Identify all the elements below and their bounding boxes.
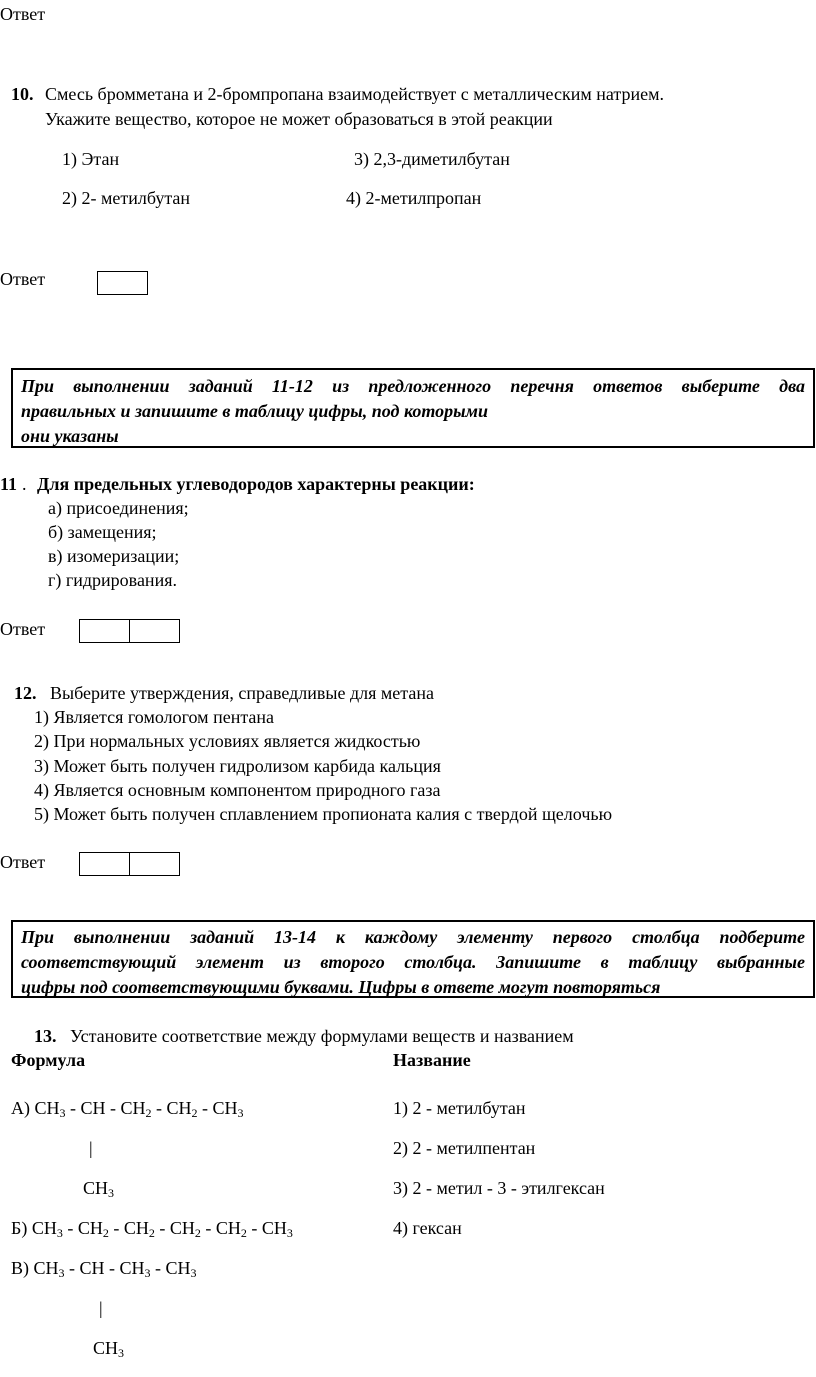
q10-option-3: 3) 2,3-диметилбутан (354, 149, 510, 169)
notice1-line2: правильных и запишите в таблицу цифры, под которыми (21, 401, 488, 421)
q10-answer-box[interactable] (97, 271, 148, 295)
q13-formula-b: Б) $CH_3 - CH_2 - CH_2 - CH_2 - CH_2 - CH_3$ (11, 1218, 293, 1240)
q12-answer-label: Ответ (0, 852, 46, 872)
q11-option-v: в) изомеризации; (48, 546, 180, 566)
q13-branch-bar-a: | (89, 1138, 93, 1158)
notice1-line1: При выполнении заданий 11-12 из предложенного перечня ответов выберите два (21, 376, 805, 396)
q13-branch-c: $CH_3$ (93, 1338, 125, 1360)
q10-option-2: 2) 2- метилбутан (62, 188, 191, 208)
q13-name-4: 4) гексан (393, 1218, 462, 1238)
answer-label-top: Ответ (0, 4, 46, 24)
q10-number: 10. (11, 84, 34, 104)
q12-answer-cell-2[interactable] (130, 853, 179, 875)
instruction-box-13-14 (11, 920, 815, 998)
q10-line2: Укажите вещество, которое не может образоваться в этой реакции (45, 109, 553, 129)
q13-branch-bar-c: | (99, 1298, 103, 1318)
q10-line1: Смесь бромметана и 2-бромпропана взаимодействует с металлическим натрием. (45, 84, 664, 104)
q12-option-1: 1) Является гомологом пентана (34, 707, 275, 727)
q13-name-2: 2) 2 - метилпентан (393, 1138, 536, 1158)
q12-number: 12. (14, 683, 37, 703)
q12-option-3: 3) Может быть получен гидролизом карбида кальция (34, 756, 441, 776)
q11-answer-cell-1[interactable] (80, 620, 130, 642)
q10-option-1: 1) Этан (62, 149, 120, 169)
q12-option-5: 5) Может быть получен сплавлением пропионата калия с твердой щелочью (34, 804, 613, 824)
q11-option-g: г) гидрирования. (48, 570, 177, 590)
q12-option-2: 2) При нормальных условиях является жидкостью (34, 731, 421, 751)
q11-answer-label: Ответ (0, 619, 46, 639)
q11-answer-box (79, 619, 180, 643)
q11-option-a: а) присоединения; (48, 498, 189, 518)
q10-answer-label: Ответ (0, 269, 46, 289)
q11-option-b: б) замещения; (48, 522, 157, 542)
q13-name-3: 3) 2 - метил - 3 - этилгексан (393, 1178, 605, 1198)
q12-answer-box (79, 852, 180, 876)
q11-answer-cell-2[interactable] (130, 620, 179, 642)
q13-branch-a: $CH_3$ (83, 1178, 115, 1200)
notice2-line3: цифры под соответствующими буквами. Цифры в ответе могут повторяться (21, 977, 661, 997)
q11-title: Для предельных углеводородов характерны реакции: (37, 474, 475, 494)
q13-formula-c: В) $CH_3$ - CH - $CH_3 - CH_3$ (11, 1258, 197, 1280)
notice1-line3: они указаны (21, 426, 119, 446)
q13-col1-header: Формула (11, 1050, 86, 1070)
q13-number: 13. (34, 1026, 57, 1046)
q13-title: Установите соответствие между формулами веществ и названием (70, 1026, 574, 1046)
notice2-line1: При выполнении заданий 13-14 к каждому элементу первого столбца подберите (21, 927, 805, 947)
q12-option-4: 4) Является основным компонентом природного газа (34, 780, 441, 800)
q12-title: Выберите утверждения, справедливые для метана (50, 683, 434, 703)
q13-formula-a: А) $CH_3$ - CH - $CH_2 - CH_2 - CH_3$ (11, 1098, 244, 1120)
notice2-line2: соответствующий элемент из второго столбца. Запишите в таблицу выбранные (21, 952, 805, 972)
q10-option-4: 4) 2-метилпропан (346, 188, 482, 208)
q11-dot: . (22, 474, 27, 494)
q13-name-1: 1) 2 - метилбутан (393, 1098, 526, 1118)
instruction-box-11-12 (11, 368, 815, 448)
q12-answer-cell-1[interactable] (80, 853, 130, 875)
q11-number: 11 (0, 474, 18, 494)
q13-col2-header: Название (393, 1050, 471, 1070)
